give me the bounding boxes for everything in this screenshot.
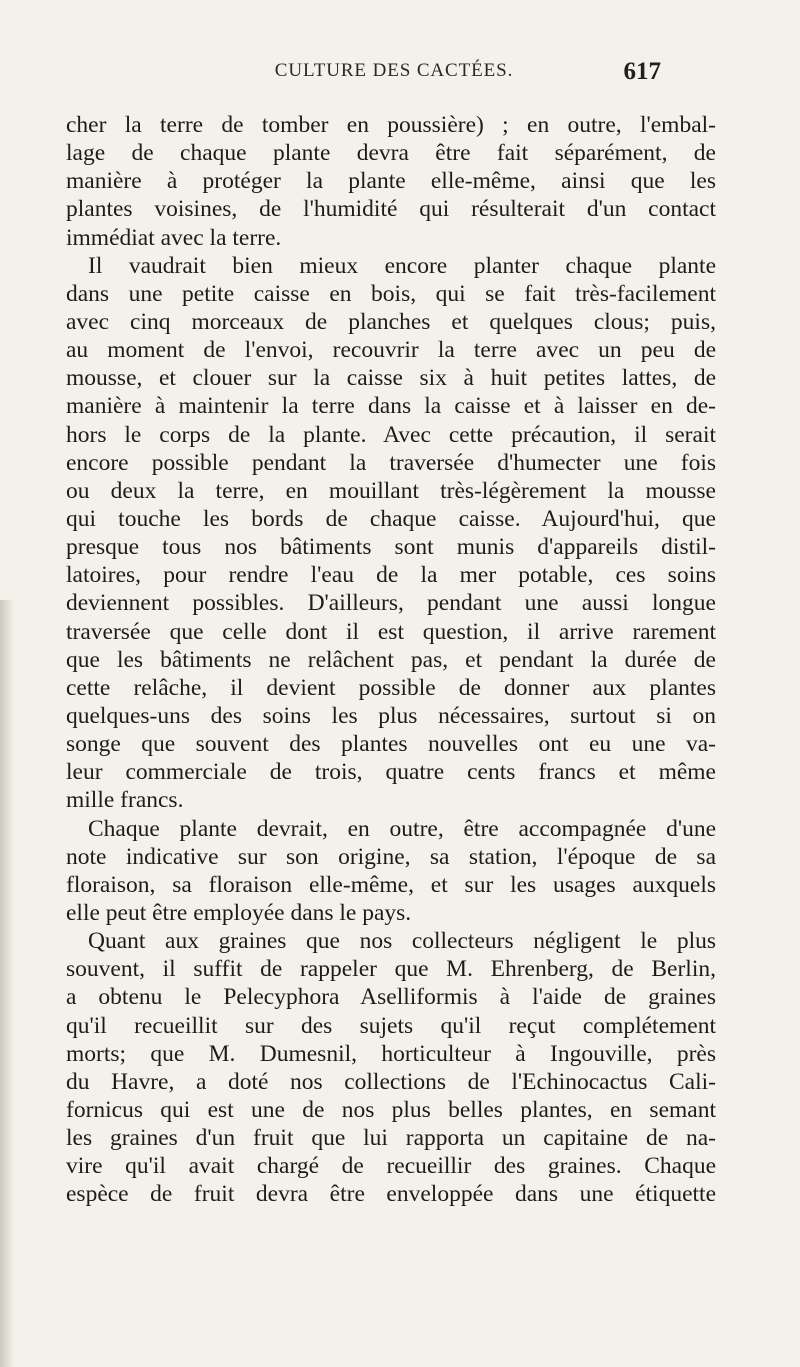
text-line: manière à maintenir la terre dans la caisse et à laisser en de- [66, 393, 716, 420]
text-line: qu'il recueillit sur des sujets qu'il reçut complétement [66, 1012, 716, 1039]
text-line: les graines d'un fruit que lui rapporta un capitaine de na- [66, 1125, 716, 1152]
text-line: lage de chaque plante devra être fait séparément, de [66, 140, 716, 167]
text-line: ou deux la terre, en mouillant très-légèrement la mousse [66, 477, 716, 504]
text-line: mille francs. [66, 787, 184, 814]
text-line: Chaque plante devrait, en outre, être accompagnée d'une [88, 815, 716, 842]
running-header [229, 60, 661, 94]
text-line: leur commerciale de trois, quatre cents francs et même [66, 759, 716, 786]
text-line: Quant aux graines que nos collecteurs négligent le plus [88, 928, 716, 955]
text-line: traversée que celle dont il est question, il arrive rarement [66, 618, 716, 645]
text-line: qui touche les bords de chaque caisse. Aujourd'hui, que [66, 505, 716, 532]
text-line: cher la terre de tomber en poussière) ; en outre, l'embal- [66, 112, 716, 138]
text-line: espèce de fruit devra être enveloppée dans une étiquette [66, 1181, 716, 1208]
text-line: cette relâche, il devient possible de donner aux plantes [66, 674, 716, 701]
text-line: souvent, il suffit de rappeler que M. Ehrenberg, de Berlin, [66, 956, 716, 983]
text-line: au moment de l'envoi, recouvrir la terre avec un peu de [66, 337, 716, 364]
text-line: vire qu'il avait chargé de recueillir des graines. Chaque [66, 1153, 716, 1180]
text-line: encore possible pendant la traversée d'humecter une fois [66, 449, 716, 476]
text-line: que les bâtiments ne relâchent pas, et pendant la durée de [66, 646, 716, 673]
text-line: note indicative sur son origine, sa station, l'époque de sa [66, 843, 716, 870]
text-line: songe que souvent des plantes nouvelles ont eu une va- [66, 731, 716, 758]
text-line: a obtenu le Pelecyphora Aselliformis à l'aide de graines [66, 984, 716, 1011]
text-line: mousse, et clouer sur la caisse six à huit petites lattes, de [66, 365, 716, 392]
text-line: deviennent possibles. D'ailleurs, pendant une aussi longue [66, 590, 716, 617]
text-line: plantes voisines, de l'humidité qui résulterait d'un contact [66, 196, 716, 223]
text-line: fornicus qui est une de nos plus belles plantes, en semant [66, 1096, 716, 1123]
body-text [66, 111, 716, 1208]
text-line: presque tous nos bâtiments sont munis d'appareils distil- [66, 534, 716, 561]
text-line: latoires, pour rendre l'eau de la mer potable, ces soins [66, 562, 716, 589]
text-line: du Havre, a doté nos collections de l'Echinocactus Cali- [66, 1068, 716, 1095]
text-line: Il vaudrait bien mieux encore planter chaque plante [88, 252, 716, 279]
text-line: avec cinq morceaux de planches et quelques clous; puis, [66, 308, 716, 335]
text-line: dans une petite caisse en bois, qui se fait très-facilement [66, 280, 716, 307]
text-line: immédiat avec la terre. [66, 224, 282, 251]
page-edge-shadow [0, 600, 14, 1367]
text-line: floraison, sa floraison elle-même, et sur les usages auxquels [66, 871, 716, 898]
text-line: quelques-uns des soins les plus nécessaires, surtout si on [66, 702, 716, 729]
text-line: elle peut être employée dans le pays. [66, 899, 412, 926]
page-number: 617 [623, 58, 661, 85]
text-line: hors le corps de la plante. Avec cette précaution, il serait [66, 421, 716, 448]
running-title: CULTURE DES CACTÉES. [274, 60, 514, 81]
text-line: manière à protéger la plante elle-même, ainsi que les [66, 168, 716, 195]
text-line: morts; que M. Dumesnil, horticulteur à Ingouville, près [66, 1040, 716, 1067]
